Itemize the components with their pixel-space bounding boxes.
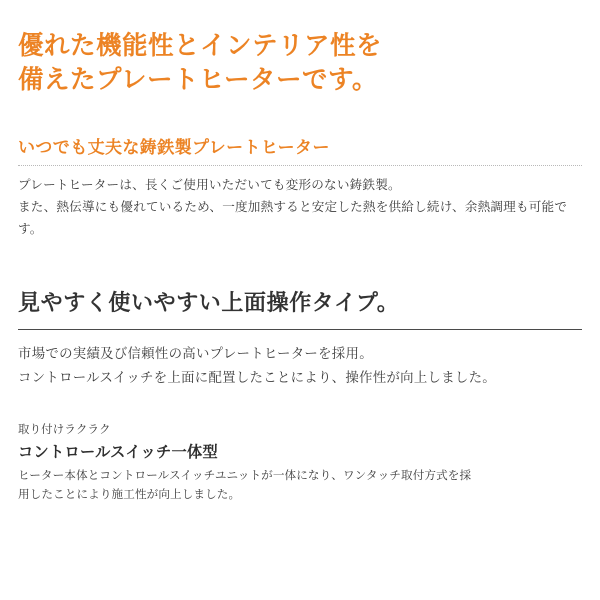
section-integrated-switch-eyebrow: 取り付けラクラク bbox=[18, 424, 111, 436]
section-cast-iron-body-line-2: また、熱伝導にも優れているため、一度加熱すると安定した熱を供給し続け、余熱調理も可能です。 bbox=[18, 199, 568, 236]
section-top-operation-body-line-2: コントロールスイッチを上面に配置したことにより、操作性が向上しました。 bbox=[18, 370, 496, 386]
solid-divider bbox=[18, 329, 582, 330]
section-integrated-switch-body-line-1: ヒーター本体とコントロールスイッチユニットが一体になり、ワンタッチ取付方式を採 bbox=[18, 469, 472, 483]
section-top-operation-heading: 見やすく使いやすい上面操作タイプ。 bbox=[18, 290, 400, 316]
main-heading bbox=[18, 0, 582, 97]
section-cast-iron-heading: いつでも丈夫な鋳鉄製プレートヒーター bbox=[18, 138, 330, 158]
section-integrated-switch-body-line-2: 用したことにより施工性が向上しました。 bbox=[18, 487, 241, 501]
dotted-divider bbox=[18, 165, 582, 166]
section-cast-iron-body-line-1: プレートヒーターは、長くご使用いただいても変形のない鋳鉄製。 bbox=[18, 178, 401, 193]
section-top-operation bbox=[18, 286, 582, 390]
main-heading-line-1: 優れた機能性とインテリア性を bbox=[18, 32, 383, 60]
section-integrated-switch bbox=[18, 422, 582, 505]
section-top-operation-body-line-1: 市場での実績及び信頼性の高いプレートヒーターを採用。 bbox=[18, 346, 373, 362]
section-integrated-switch-heading: コントロールスイッチ一体型 bbox=[18, 444, 218, 462]
section-cast-iron bbox=[18, 133, 582, 240]
main-heading-line-2: 備えたプレートヒーターです。 bbox=[18, 65, 378, 94]
